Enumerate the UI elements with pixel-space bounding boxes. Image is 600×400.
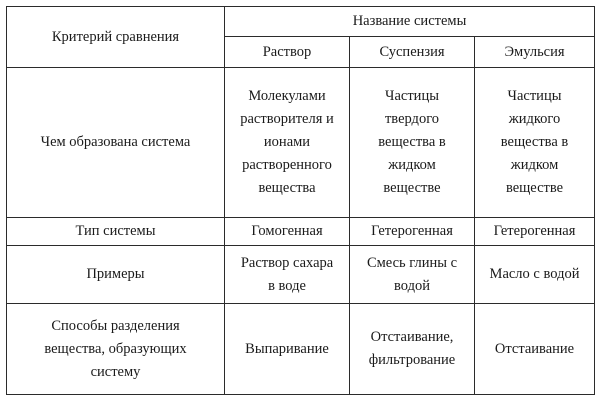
value-cell — [475, 304, 595, 395]
value-cell — [350, 218, 475, 246]
table-row — [7, 246, 595, 304]
value-cell — [225, 246, 350, 304]
cell-value: Гетерогенная — [371, 223, 453, 239]
value-cell — [225, 68, 350, 218]
criterion-cell — [7, 68, 225, 218]
criterion-label: Чем образована система — [40, 134, 191, 150]
criterion-header-cell — [7, 7, 225, 68]
value-cell — [475, 218, 595, 246]
value-cell — [225, 304, 350, 395]
criterion-label: Примеры — [86, 266, 145, 282]
cell-value: Частицы твердого вещества в жидком веществе — [378, 88, 446, 196]
cell-value: Смесь глины с водой — [366, 254, 458, 294]
criterion-cell — [7, 246, 225, 304]
cell-value: Масло с водой — [489, 266, 580, 282]
table-row — [7, 304, 595, 395]
table-row — [7, 218, 595, 246]
criterion-label: Способы разделения вещества, образующих систему — [44, 317, 187, 380]
value-cell — [475, 246, 595, 304]
cell-value: Частицы жидкого вещества в жидком веществе — [500, 88, 569, 196]
criterion-cell — [7, 304, 225, 395]
criterion-label: Тип системы — [75, 223, 156, 239]
value-cell — [475, 68, 595, 218]
criterion-cell — [7, 218, 225, 246]
column-header-label: Раствор — [262, 43, 312, 60]
value-cell — [350, 68, 475, 218]
cell-value: Выпаривание — [245, 340, 329, 357]
column-header — [350, 37, 475, 68]
value-cell — [350, 304, 475, 395]
cell-value: Гетерогенная — [493, 223, 576, 239]
systems-header: Название системы — [352, 13, 467, 29]
column-header — [225, 37, 350, 68]
systems-header-cell — [225, 7, 595, 37]
column-header — [475, 37, 595, 68]
table-row — [7, 68, 595, 218]
cell-value: Отстаивание, фильтрование — [368, 329, 456, 368]
column-header-label: Суспензия — [379, 43, 445, 60]
value-cell — [350, 246, 475, 304]
value-cell — [225, 218, 350, 246]
header-row — [7, 7, 595, 37]
cell-value: Раствор сахара в воде — [240, 254, 334, 294]
comparison-table — [6, 6, 595, 395]
criterion-header: Критерий сравнения — [51, 28, 180, 45]
cell-value: Гомогенная — [251, 223, 323, 239]
cell-value: Молекулами растворителя и ионами растворенного вещества — [240, 88, 334, 196]
cell-value: Отстаивание — [494, 340, 575, 357]
column-header-label: Эмульсия — [504, 43, 565, 60]
